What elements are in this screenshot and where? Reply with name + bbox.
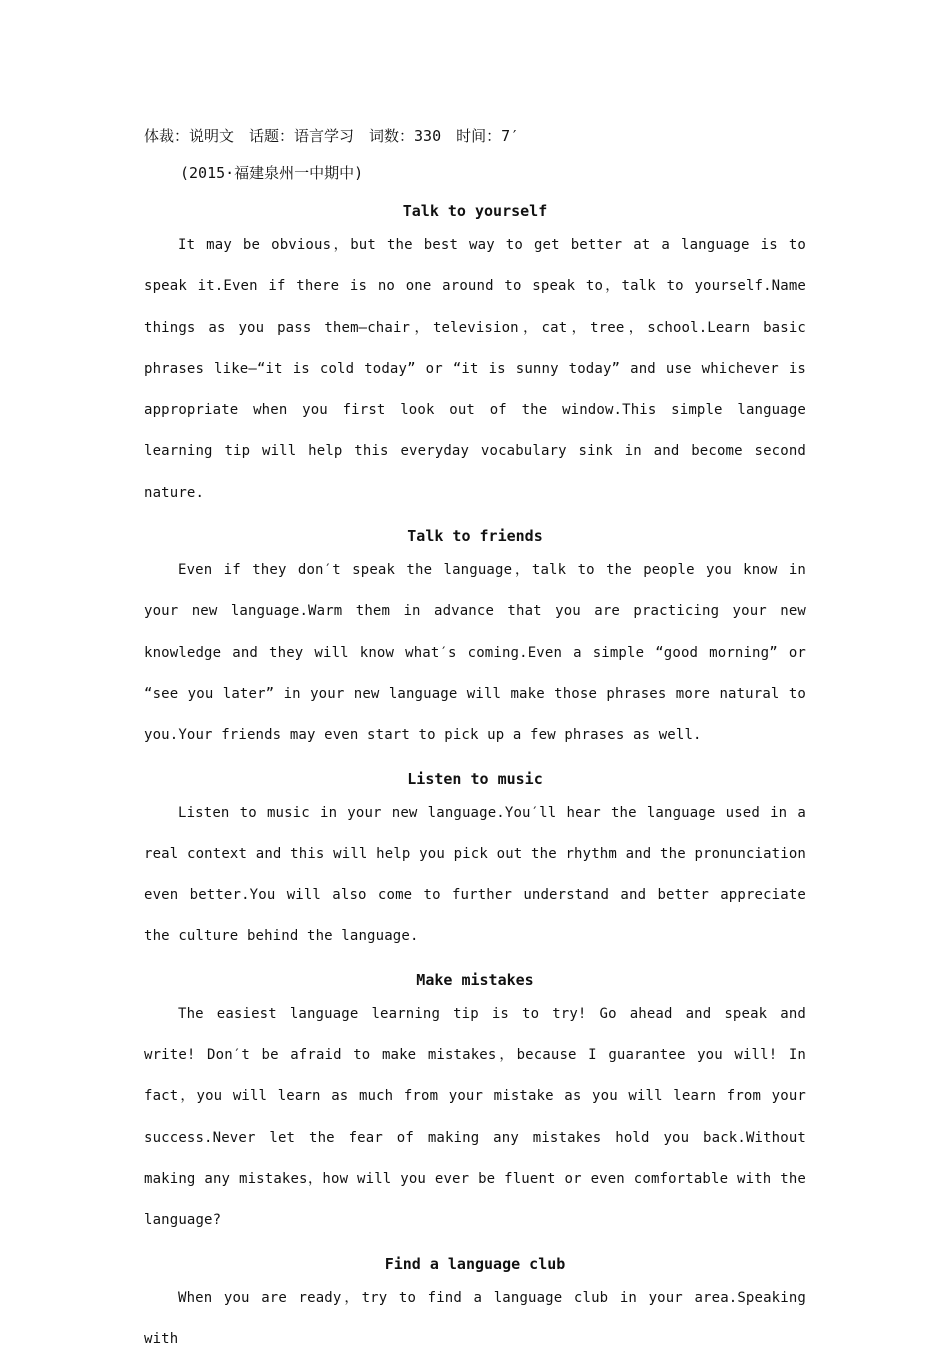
document-content	[144, 122, 806, 1360]
section-heading-make-mistakes: Make mistakes	[416, 970, 534, 989]
meta-line: 体裁：说明文 话题：语言学习 词数：330 时间：7′	[144, 127, 520, 145]
section-heading-find-a-language-club: Find a language club	[384, 1254, 566, 1273]
section-heading-talk-to-yourself: Talk to yourself	[402, 202, 548, 220]
paragraph-listen-to-music: Listen to music in your new language.You′ll hear the language used in a real context and this will help you pick out the rhythm and the pronunciation even better.You will also come to further understand and better appreciate the culture behind the language.	[144, 804, 806, 945]
section-heading-talk-to-friends: Talk to friends	[407, 527, 543, 546]
paragraph-make-mistakes: The easiest language learning tip is to try! Go ahead and speak and write! Don′t be afraid to make mistakes，because I guarantee you will! In fact，you will learn as much from your mistake as you will learn from your success.Never let the fear of making any mistakes hold you back.Without making any mistakes，how will you ever be fluent or even comfortable with the language?	[144, 1005, 806, 1229]
section-heading-listen-to-music: Listen to music	[407, 769, 543, 788]
paragraph-talk-to-friends: Even if they don′t speak the language，talk to the people you know in your new language.Warm them in advance that you are practicing your new knowledge and they will know what′s coming.Even a simple “good morning” or “see you later” in your new language will make those phrases more natural to you.Your friends may even start to pick up a few phrases as well.	[144, 562, 806, 744]
paragraph-talk-to-yourself: It may be obvious，but the best way to get better at a language is to speak it.Even if there is no one around to speak to，talk to yourself.Name things as you pass them—chair，television，cat，tree，school.Learn basic phrases like—“it is cold today” or “it is sunny today” and use whichever is appropriate when you first look out of the window.This simple language learning tip will help this everyday vocabulary sink in and become second nature.	[144, 237, 806, 501]
source-line: (2015·福建泉州一中期中)	[180, 164, 364, 182]
paragraph-find-a-language-club: When you are ready，try to find a language club in your area.Speaking with	[144, 1289, 806, 1347]
